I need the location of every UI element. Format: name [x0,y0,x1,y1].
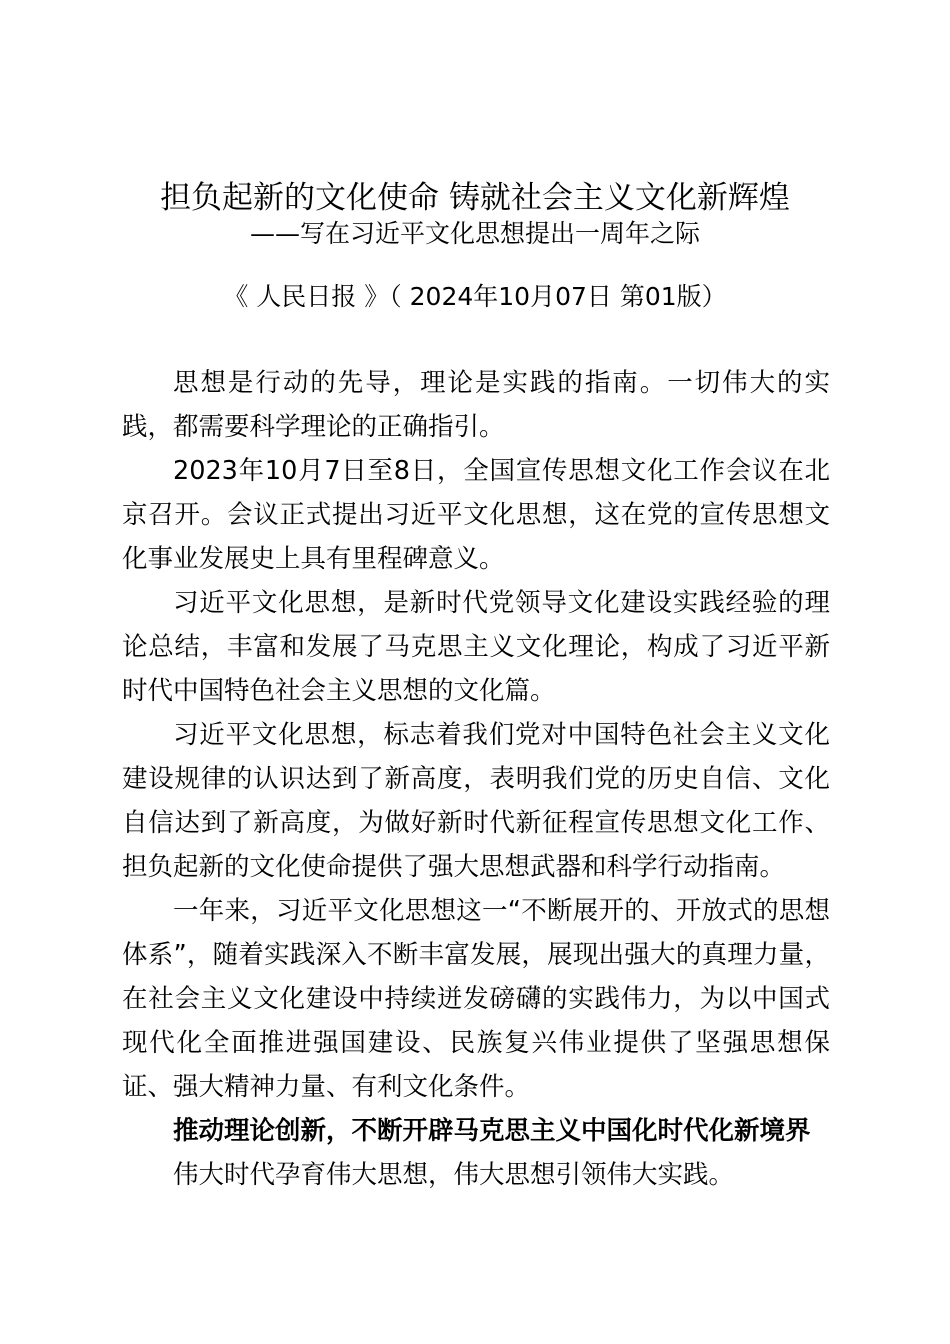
paragraph: 习近平文化思想，标志着我们党对中国特色社会主义文化建设规律的认识达到了新高度，表明我们党的历史自信、文化自信达到了新高度，为做好新时代新征程宣传思想文化工作、担负起新的文化使命提供了强大思想武器和科学行动指南。 [122,720,830,882]
paragraph: 伟大时代孕育伟大思想，伟大思想引领伟大实践。 [173,1160,735,1190]
section-heading: 推动理论创新，不断开辟马克思主义中国化时代化新境界 [173,1116,811,1146]
article-subtitle: ——写在习近平文化思想提出一周年之际 [249,219,700,248]
paragraph: 2023年10月7日至8日，全国宣传思想文化工作会议在北京召开。会议正式提出习近平文化思想，这在党的宣传思想文化事业发展史上具有里程碑意义。 [122,456,830,574]
article-body [122,361,830,1197]
article-title: 担负起新的文化使命 铸就社会主义文化新辉煌 [160,180,790,216]
paragraph: 习近平文化思想，是新时代党领导文化建设实践经验的理论总结，丰富和发展了马克思主义文化理论，构成了习近平新时代中国特色社会主义思想的文化篇。 [122,588,830,706]
publication-source: 《 人民日报 》（ 2024年10月07日 第01版） [223,282,727,311]
paragraph: 思想是行动的先导，理论是实践的指南。一切伟大的实践，都需要科学理论的正确指引。 [122,368,830,442]
paragraph: 一年来，习近平文化思想这一“不断展开的、开放式的思想体系”，随着实践深入不断丰富发展，展现出强大的真理力量，在社会主义文化建设中持续迸发磅礴的实践伟力，为以中国式现代化全面推进强国建设、民族复兴伟业提供了坚强思想保证、强大精神力量、有利文化条件。 [122,896,830,1102]
